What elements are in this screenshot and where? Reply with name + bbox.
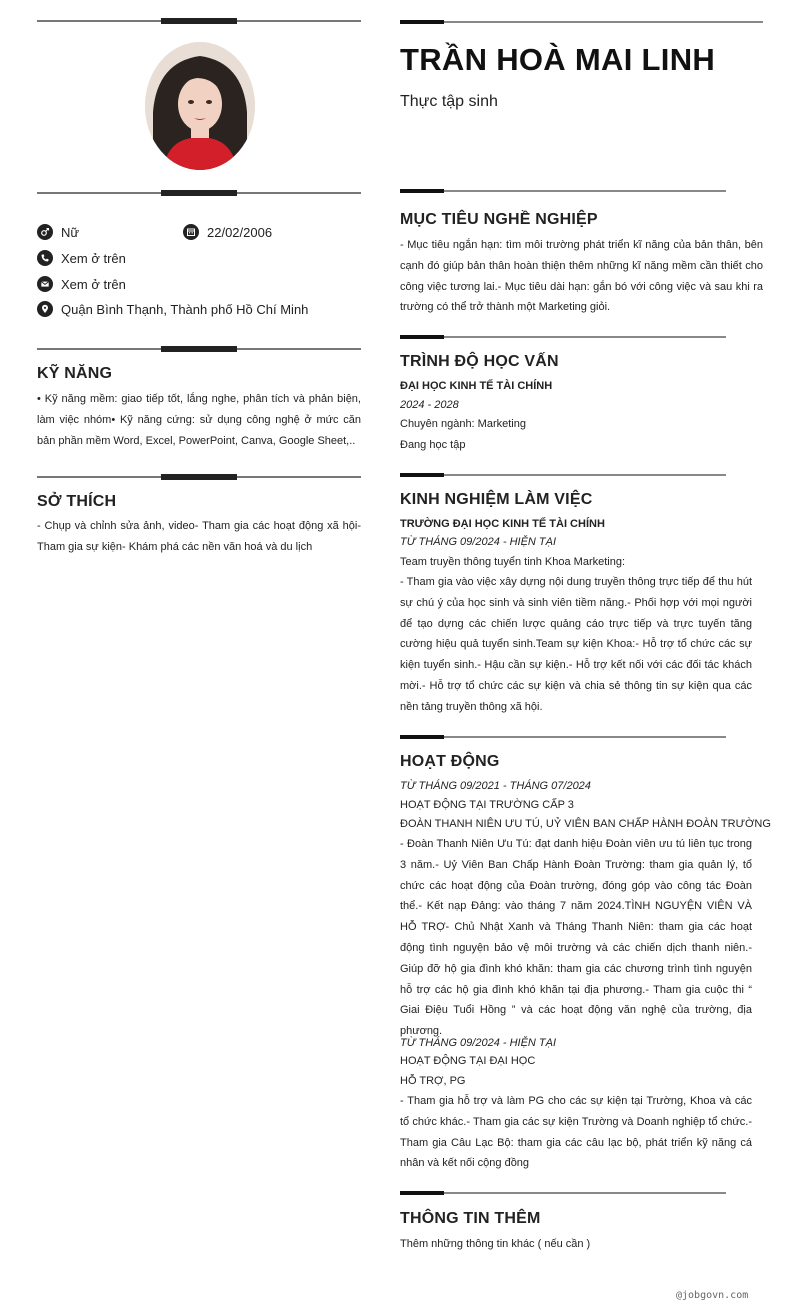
email-row — [37, 275, 126, 293]
activities-title: HOẠT ĐỘNG — [400, 753, 500, 770]
avatar — [145, 42, 255, 170]
activity-period: TỪ THÁNG 09/2021 - THÁNG 07/2024 — [400, 780, 591, 792]
skills-title: KỸ NĂNG — [37, 365, 113, 382]
experience-role: Team truyền thông tuyển tinh Khoa Marketing: — [400, 556, 626, 568]
experience-text: - Tham gia vào việc xây dựng nội dung truyền thông trực tiếp để thu hút sự chú ý của học sinh và sinh viên tiềm năng.- Phối hợp với mọi người để tạo dựng các chiến lược quảng cáo trực tiếp và trực tuyến tăng cường hiệu quả tuyển sinh.Team sự kiện Khoa:- Hỗ trợ tổ chức các sự kiện tuyển sinh.- Hậu cần sự kiện.- Hỗ trợ kết nối với các đối tác khách mời.- Hỗ trợ tổ chức các sự kiện và chia sẻ thông tin sự kiện qua các nền tảng truyền thông xã hội. — [400, 576, 752, 713]
birthday-value: 22/02/2006 — [207, 224, 273, 240]
education-school: ĐẠI HỌC KINH TẾ TÀI CHÍNH — [400, 380, 553, 392]
activity-text: - Tham gia hỗ trợ và làm PG cho các sự kiện tại Trường, Khoa và các tổ chức khác.- Tham gia các sự kiện Trường và Doanh nghiệp tổ chức.- Tham gia Câu Lạc Bộ: tham gia các câu lạc bộ, phát triển kỹ năng cá nhân và kết nối cộng đồng — [400, 1095, 752, 1170]
activity-org: HOẠT ĐỘNG TẠI TRƯỜNG CẤP 3 — [400, 799, 574, 811]
avatar-portrait — [145, 42, 255, 170]
divider — [37, 18, 361, 24]
gender-value: Nữ — [61, 224, 80, 240]
birthday-row — [183, 223, 272, 241]
education-major: Chuyên ngành: Marketing — [400, 418, 526, 430]
skills-text: • Kỹ năng mềm: giao tiếp tốt, lắng nghe, phân tích và phản biện, làm việc nhóm• Kỹ năng cứng: sử dụng công nghệ ở mức căn bản phần mềm Word, Excel, PowerPoint, Canva, Google Sheet,.. — [37, 393, 361, 447]
mail-icon — [37, 276, 53, 292]
education-title: TRÌNH ĐỘ HỌC VẤN — [400, 353, 559, 370]
hobbies-text: - Chụp và chỉnh sửa ảnh, video- Tham gia các hoạt động xã hội- Tham gia sự kiện- Khám phá các nền văn hoá và du lịch — [37, 520, 361, 553]
job-position: Thực tập sinh — [400, 93, 498, 110]
location-pin-icon — [37, 301, 53, 317]
gender-icon — [37, 224, 53, 240]
additional-text: Thêm những thông tin khác ( nếu cần ) — [400, 1238, 591, 1250]
candidate-name: TRẦN HOÀ MAI LINH — [400, 42, 716, 77]
phone-row — [37, 249, 126, 267]
phone-icon — [37, 250, 53, 266]
experience-title: KINH NGHIỆM LÀM VIỆC — [400, 491, 593, 508]
activity-role: ĐOÀN THANH NIÊN ƯU TÚ, UỶ VIÊN BAN CHẤP HÀNH ĐOÀN TRƯỜNG — [400, 818, 771, 830]
education-period: 2024 - 2028 — [400, 399, 459, 411]
divider — [400, 335, 726, 339]
education-status: Đang học tập — [400, 439, 466, 451]
phone-value: Xem ở trên — [61, 250, 126, 266]
divider — [37, 346, 361, 352]
divider — [400, 20, 763, 24]
activity-role: HỖ TRỢ, PG — [400, 1075, 466, 1087]
gender-row — [37, 223, 79, 241]
experience-company: TRƯỜNG ĐẠI HỌC KINH TẾ TÀI CHÍNH — [400, 518, 605, 530]
divider — [37, 190, 361, 196]
address-value: Quận Bình Thạnh, Thành phố Hồ Chí Minh — [61, 301, 309, 317]
email-value: Xem ở trên — [61, 276, 126, 292]
divider — [400, 1191, 726, 1195]
activity-text: - Đoàn Thanh Niên Ưu Tú: đạt danh hiệu Đoàn viên ưu tú liên tục trong 3 năm.- Uỷ Viên Ban Chấp Hành Đoàn Trường: tham gia quản lý, tổ chức các hoạt động của Đoàn trường, đóng góp vào công tác Đoàn thể.- Kết nạp Đảng: vào tháng 7 năm 2024.TÌNH NGUYỆN VIÊN VÀ HỖ TRỢ- Chủ Nhật Xanh và Tháng Thanh Niên: tham gia các hoạt động tình nguyện bảo vệ môi trường và các chiến dịch thanh niên.- Giúp đỡ hộ gia đình khó khăn: tham gia các chương trình tình nguyện hỗ trợ các hộ gia đình khó khăn tại địa phương.- Tham gia cuộc thi “ Giai Điệu Tuổi Hồng ” và các hoạt động văn nghệ của trường, địa phương. — [400, 838, 752, 1038]
objective-text: - Mục tiêu ngắn hạn: tìm môi trường phát triển kĩ năng của bản thân, bên cạnh đó giúp bản thân hoàn thiện thêm những kĩ năng mềm cần thiết cho công việc tương lai.- Mục tiêu dài hạn: gắn bó với công việc và sau khi ra trường có thể trở thành một Marketing giỏi. — [400, 239, 763, 314]
experience-period: TỪ THÁNG 09/2024 - HIỆN TẠI — [400, 536, 557, 548]
hobbies-title: SỞ THÍCH — [37, 493, 117, 510]
address-row — [37, 300, 308, 318]
additional-title: THÔNG TIN THÊM — [400, 1210, 541, 1227]
activity-period: TỪ THÁNG 09/2024 - HIỆN TẠI — [400, 1037, 557, 1049]
calendar-icon — [183, 224, 199, 240]
watermark: @jobgovn.com — [676, 1290, 749, 1301]
divider — [400, 735, 726, 739]
activity-org: HOẠT ĐỘNG TẠI ĐẠI HỌC — [400, 1055, 536, 1067]
divider — [37, 474, 361, 480]
divider — [400, 473, 726, 477]
objective-title: MỤC TIÊU NGHỀ NGHIỆP — [400, 211, 598, 228]
divider — [400, 189, 726, 193]
